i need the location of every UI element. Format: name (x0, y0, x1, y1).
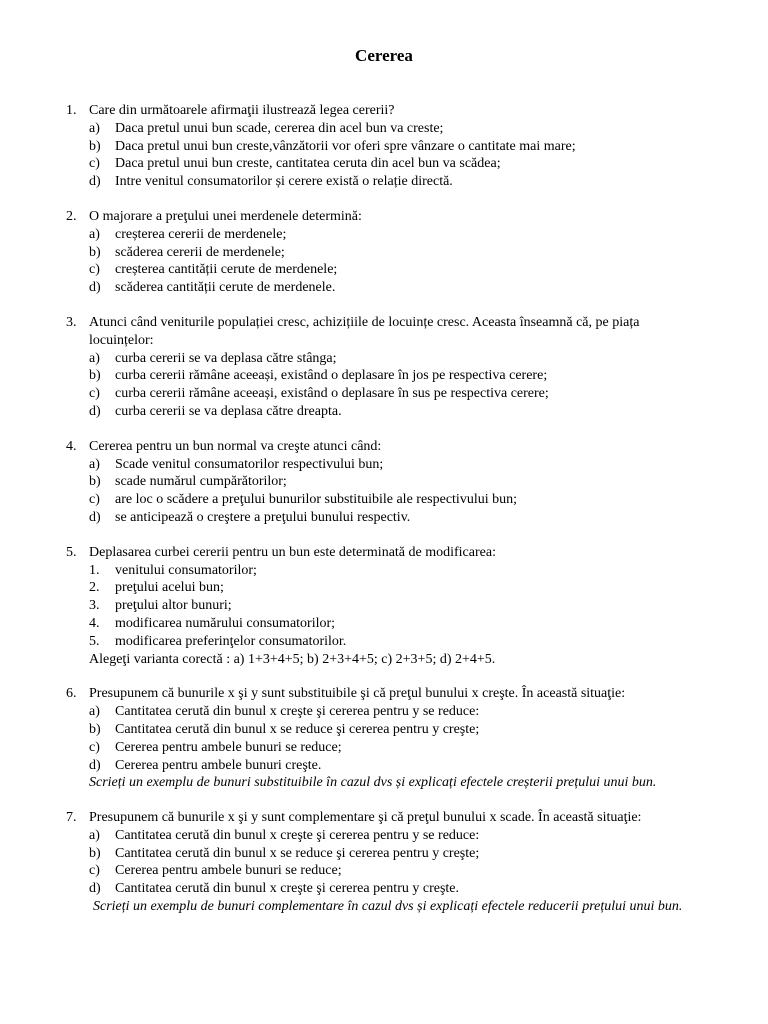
question-2 (0, 208, 768, 297)
question-4 (0, 438, 768, 527)
option-text: curba cererii se va deplasa către stânga; (115, 350, 337, 366)
option-text: venitului consumatorilor; (115, 562, 257, 578)
option-c (0, 491, 768, 509)
option-text: Scade venitul consumatorilor respectivului bun; (115, 456, 384, 472)
option-1 (0, 562, 768, 580)
option-text: preţului altor bunuri; (115, 598, 232, 614)
option-text: Cererea pentru ambele bunuri creşte. (115, 757, 322, 773)
option-label: a) (89, 226, 100, 242)
option-d (0, 509, 768, 527)
option-text: Intre venitul consumatorilor și cerere există o relație directă. (115, 174, 453, 190)
option-text: Daca pretul unui bun creste, cantitatea ceruta din acel bun va scădea; (115, 156, 501, 172)
option-label: a) (89, 350, 100, 366)
option-text: preţului acelui bun; (115, 580, 224, 596)
answer-choices-line: Alegeţi varianta corectă : a) 1+3+4+5; b) 2+3+4+5; c) 2+3+5; d) 2+4+5. (89, 651, 496, 667)
question-stem: Deplasarea curbei cererii pentru un bun este determinată de modificarea: (89, 544, 496, 560)
option-text: Cererea pentru ambele bunuri se reduce; (115, 739, 342, 755)
option-b (0, 721, 768, 739)
option-label: b) (89, 474, 101, 490)
option-b (0, 244, 768, 262)
option-label: 5. (89, 633, 100, 649)
question-stem: O majorare a preţului unei merdenele determină: (89, 208, 362, 224)
option-b (0, 138, 768, 156)
question-4-text (0, 438, 768, 456)
option-a (0, 456, 768, 474)
option-text: modificarea preferinţelor consumatorilor. (115, 633, 347, 649)
question-5-text (0, 544, 768, 562)
option-label: a) (89, 456, 100, 472)
question-number: 6. (66, 686, 77, 702)
option-text: Cantitatea cerută din bunul x creşte şi cererea pentru y se reduce: (115, 704, 480, 720)
option-b (0, 845, 768, 863)
option-b (0, 473, 768, 491)
option-text: scăderea cantității cerute de merdenele. (115, 280, 336, 296)
option-text: Daca pretul unui bun scade, cererea din acel bun va creste; (115, 120, 444, 136)
option-label: b) (89, 244, 101, 260)
question-5 (0, 544, 768, 669)
option-label: d) (89, 280, 101, 296)
option-c (0, 385, 768, 403)
option-label: d) (89, 403, 101, 419)
question-stem: Presupunem că bunurile x şi y sunt complementare şi că preţul bunului x scade. În această situaţie: (89, 810, 642, 826)
option-d (0, 173, 768, 191)
option-a (0, 703, 768, 721)
option-text: are loc o scădere a preţului bunurilor substituibile ale respectivului bun; (115, 492, 517, 508)
question-number: 3. (66, 314, 77, 330)
option-text: se anticipează o creştere a preţului bunului respectiv. (115, 509, 411, 525)
question-number: 7. (66, 810, 77, 826)
question-2-text (0, 208, 768, 226)
option-4 (0, 615, 768, 633)
option-b (0, 367, 768, 385)
option-3 (0, 597, 768, 615)
option-text: Daca pretul unui bun creste,vânzătorii vor oferi spre vânzare o cantitate mai mare; (115, 138, 576, 154)
option-label: b) (89, 845, 101, 861)
exercise-instruction: Scrieți un exemplu de bunuri complementare în cazul dvs și explicați efectele reducerii prețului unui bun. (93, 899, 683, 915)
option-text: Cererea pentru ambele bunuri se reduce; (115, 863, 342, 879)
question-6-text (0, 685, 768, 703)
question-3 (0, 314, 768, 421)
option-label: 1. (89, 562, 100, 578)
question-1-text (0, 102, 768, 120)
option-label: a) (89, 704, 100, 720)
option-a (0, 827, 768, 845)
question-list (0, 102, 768, 933)
option-label: b) (89, 368, 101, 384)
option-text: Cantitatea cerută din bunul x se reduce şi cererea pentru y creşte; (115, 845, 480, 861)
option-label: d) (89, 757, 101, 773)
option-text: Cantitatea cerută din bunul x creşte şi cererea pentru y se reduce: (115, 827, 480, 843)
option-label: c) (89, 262, 100, 278)
question-number: 4. (66, 438, 77, 454)
option-a (0, 120, 768, 138)
option-label: 4. (89, 615, 100, 631)
option-text: curba cererii rămâne aceeași, existând o deplasare în jos pe respectiva cerere; (115, 368, 548, 384)
option-label: c) (89, 863, 100, 879)
option-c (0, 261, 768, 279)
option-label: d) (89, 174, 101, 190)
option-a (0, 226, 768, 244)
option-d (0, 403, 768, 421)
question-6 (0, 685, 768, 792)
page-title: Cererea (355, 46, 413, 65)
option-a (0, 350, 768, 368)
option-text: scade numărul cumpărătorilor; (115, 474, 287, 490)
question-stem: Cererea pentru un bun normal va creşte atunci când: (89, 438, 382, 454)
option-label: b) (89, 138, 101, 154)
option-text: modificarea numărului consumatorilor; (115, 615, 336, 631)
option-label: a) (89, 827, 100, 843)
question-stem: Presupunem că bunurile x şi y sunt substituibile şi că preţul bunului x creşte. În această situaţie: (89, 686, 626, 702)
question-number: 1. (66, 103, 77, 118)
exercise-instruction: Scrieți un exemplu de bunuri substituibile în cazul dvs și explicați efectele creșterii prețului unui bun. (89, 775, 657, 791)
option-label: c) (89, 492, 100, 508)
question-7 (0, 809, 768, 916)
option-label: 3. (89, 598, 100, 614)
question-1 (0, 102, 768, 191)
option-text: creșterea cantității cerute de merdenele; (115, 262, 338, 278)
option-c (0, 862, 768, 880)
option-label: b) (89, 721, 101, 737)
option-d (0, 880, 768, 898)
option-text: Cantitatea cerută din bunul x se reduce şi cererea pentru y creşte; (115, 721, 480, 737)
option-text: creșterea cererii de merdenele; (115, 226, 287, 242)
option-5 (0, 633, 768, 651)
question-stem: Care din următoarele afirmaţii ilustrează legea cererii? (89, 103, 395, 118)
option-label: 2. (89, 580, 100, 596)
option-label: c) (89, 386, 100, 402)
option-label: d) (89, 509, 101, 525)
option-c (0, 739, 768, 757)
question-3-text (0, 314, 768, 350)
question-stem: Atunci când veniturile populației cresc, achizițiile de locuințe cresc. Aceasta înseamnă că, pe piața locuințelor: (89, 314, 640, 348)
option-text: Cantitatea cerută din bunul x creşte şi cererea pentru y creşte. (115, 881, 460, 897)
option-label: c) (89, 739, 100, 755)
option-label: d) (89, 881, 101, 897)
question-number: 5. (66, 544, 77, 560)
option-text: curba cererii rămâne aceeași, existând o deplasare în sus pe respectiva cerere; (115, 386, 549, 402)
option-text: curba cererii se va deplasa către dreapta. (115, 403, 342, 419)
question-7-text (0, 809, 768, 827)
option-label: c) (89, 156, 100, 172)
option-2 (0, 579, 768, 597)
question-number: 2. (66, 208, 77, 224)
option-d (0, 279, 768, 297)
option-label: a) (89, 120, 100, 136)
option-c (0, 155, 768, 173)
option-text: scăderea cererii de merdenele; (115, 244, 285, 260)
option-d (0, 757, 768, 775)
